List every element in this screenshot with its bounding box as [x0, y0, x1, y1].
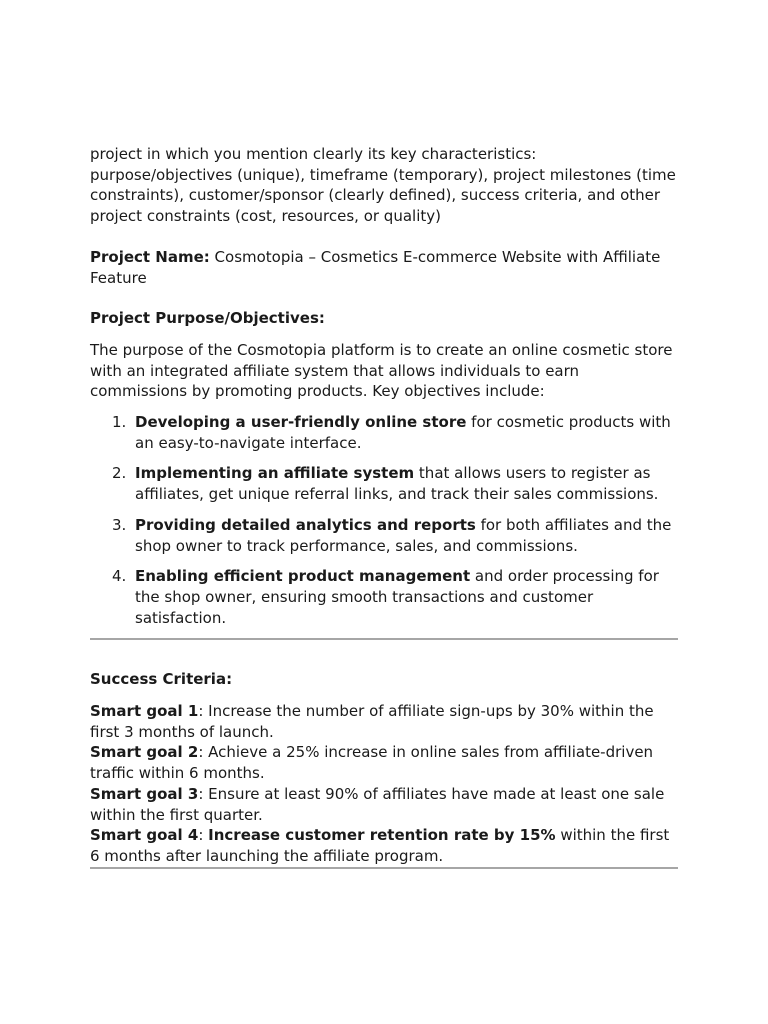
- objective-title: Implementing an affiliate system: [135, 464, 415, 483]
- objective-text: for cosmetic products with an easy-to-navigate interface.: [135, 413, 671, 452]
- objective-number: 4.: [112, 567, 127, 586]
- smart-goal-3: Smart goal 3: Ensure at least 90% of affiliates have made at least one sale within the first quarter.: [90, 784, 665, 824]
- smart-goal-2: Smart goal 2: Achieve a 25% increase in online sales from affiliate-driven traffic within 6 months.: [90, 743, 654, 783]
- goal-text: Increase the number of affiliate sign-ups by 30% within the first 3 months of launch.: [90, 702, 654, 741]
- objective-title: Developing a user-friendly online store: [135, 413, 467, 432]
- objective-item: [90, 515, 680, 556]
- goal-text: Ensure at least 90% of affiliates have made at least one sale within the first quarter.: [90, 784, 665, 824]
- objective-title: Providing detailed analytics and reports: [135, 515, 476, 534]
- section-divider: [90, 638, 678, 640]
- objective-number: 2.: [112, 464, 127, 483]
- goal-label: Smart goal 1: [90, 702, 199, 721]
- smart-goal-1: Smart goal 1: Increase the number of affiliate sign-ups by 30% within the first 3 months of launch.: [90, 702, 654, 741]
- objective-text: and order processing for the shop owner, ensuring smooth transactions and customer satisfaction.: [135, 567, 659, 627]
- objective-text: that allows users to register as affiliates, get unique referral links, and track their sales commissions.: [135, 464, 659, 504]
- purpose-heading: Project Purpose/Objectives:: [90, 309, 325, 328]
- intro-paragraph: project in which you mention clearly its key characteristics: purpose/objectives (unique), timeframe (temporary), project milestones (time constraints), customer/sponsor (clearly defined), success criteria, and other project constraints (cost, resources, or quality): [90, 145, 676, 226]
- project-name-label: Project Name:: [90, 247, 210, 266]
- goal-label: Smart goal 2: [90, 743, 199, 762]
- goal-label: Smart goal 3: [90, 784, 199, 803]
- objective-item: [90, 412, 680, 453]
- smart-goal-4: Smart goal 4: Increase customer retention rate by 15% within the first 6 months after launching the affiliate program.: [90, 826, 670, 865]
- project-name-line: [90, 247, 680, 288]
- goal-text: within the first 6 months after launching the affiliate program.: [90, 826, 670, 865]
- goal-text: Achieve a 25% increase in online sales from affiliate-driven traffic within 6 months.: [90, 743, 654, 783]
- objective-text: for both affiliates and the shop owner to track performance, sales, and commissions.: [135, 515, 672, 555]
- purpose-description: The purpose of the Cosmotopia platform is to create an online cosmetic store with an integrated affiliate system that allows individuals to earn commissions by promoting products. Key objectives include:: [90, 340, 673, 401]
- objective-item: [90, 566, 680, 628]
- goal-emphasis: Increase customer retention rate by 15%: [208, 826, 556, 845]
- objectives-list: [90, 412, 680, 628]
- document-page: [90, 144, 680, 869]
- project-name-value: Cosmotopia – Cosmetics E-commerce Website with Affiliate Feature: [90, 247, 661, 287]
- objective-item: [90, 463, 680, 504]
- section-divider: [90, 867, 678, 869]
- objective-number: 1.: [112, 413, 127, 432]
- objective-title: Enabling efficient product management: [135, 567, 471, 586]
- objective-number: 3.: [112, 515, 127, 534]
- success-criteria-heading: Success Criteria:: [90, 670, 233, 689]
- goal-label: Smart goal 4: [90, 826, 199, 845]
